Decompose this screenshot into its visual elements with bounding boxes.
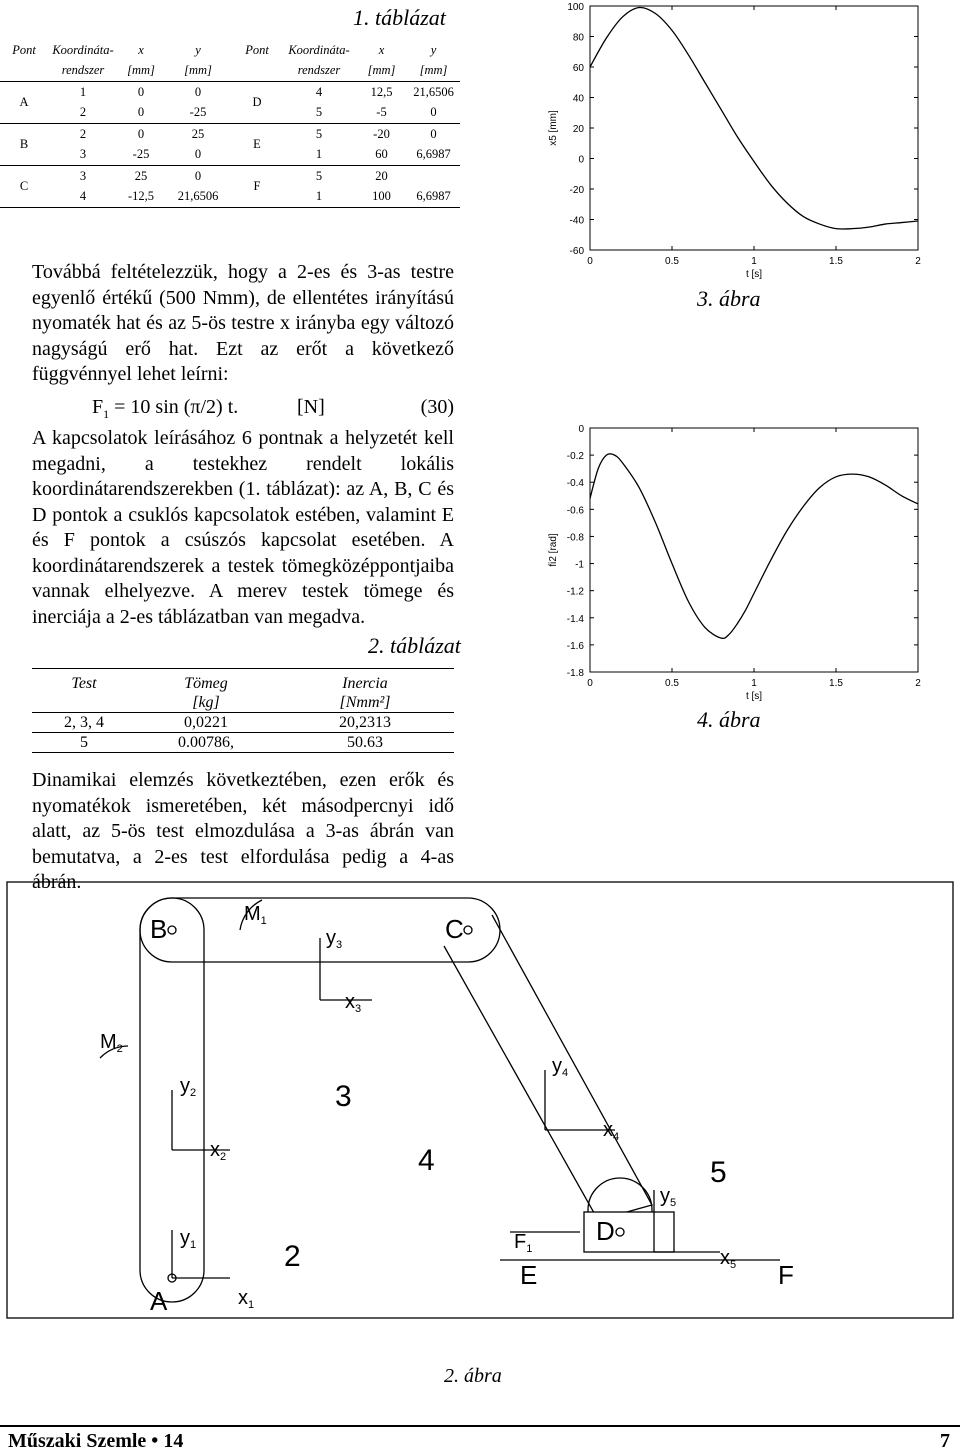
label-m1: $M_1$ (244, 903, 267, 927)
th-test: Test (71, 675, 97, 692)
y-tick-label: -40 (569, 215, 584, 227)
cell: 2, 3, 4 (64, 714, 104, 731)
label-y4: $y_4$ (552, 1055, 569, 1079)
point-b: B (0, 124, 48, 166)
plot-frame (590, 428, 918, 672)
table2-caption: 2. táblázat (368, 633, 461, 658)
th-rendszer-2: rendszer (297, 63, 341, 78)
cell: 12,5 (370, 84, 393, 99)
label-2: 2 (284, 1240, 301, 1273)
cell: 3 (79, 147, 87, 162)
table1-head-row (0, 40, 460, 61)
cell: 5 (315, 126, 323, 141)
cell: -25 (189, 105, 207, 120)
point-a: A (0, 82, 48, 124)
cell: 0 (137, 84, 145, 99)
label-x5: $x_5$ (720, 1247, 737, 1271)
cell: 21,6506 (177, 189, 219, 204)
x-tick-label: 0 (587, 256, 593, 267)
table2-units (32, 693, 454, 713)
y-tick-label: 40 (572, 93, 584, 105)
equation (32, 396, 454, 422)
cell: 2 (79, 105, 87, 120)
label-c: C (445, 914, 464, 944)
x-tick-label: 1 (751, 256, 757, 267)
th-inercia: Inercia (342, 675, 388, 692)
cell: 0 (137, 126, 145, 141)
label-e: E (520, 1260, 538, 1290)
th-tomeg: Tömeg (184, 675, 228, 692)
table2 (32, 668, 454, 753)
equation-lhs: F (92, 396, 104, 418)
label-f1: $F_1$ (514, 1231, 533, 1255)
x-axis-label: t [s] (745, 691, 763, 702)
footer-rule (0, 1425, 960, 1427)
equation-number: (30) (420, 396, 454, 418)
y-tick-label: 100 (567, 2, 584, 13)
table-row (0, 82, 460, 103)
label-d: D (596, 1216, 615, 1246)
cell: 25 (191, 126, 205, 141)
y-axis-label: x5 [mm] (548, 110, 559, 146)
equation-body (92, 396, 238, 422)
x-tick-label: 0.5 (665, 678, 679, 689)
cell: 5 (80, 734, 88, 751)
table-row (32, 713, 454, 733)
cell: -25 (132, 147, 150, 162)
th-y: y (195, 42, 201, 57)
label-y2: $y_2$ (180, 1075, 197, 1099)
series-line (590, 454, 918, 639)
x-tick-label: 1.5 (829, 678, 843, 689)
table1 (0, 40, 460, 208)
th-koord: Koordináta- (52, 42, 114, 57)
y-tick-label: 60 (572, 63, 584, 74)
label-y5: $y_5$ (660, 1185, 677, 1209)
fig4-caption: 4. ábra (697, 707, 761, 732)
table1-head-row-2 (0, 61, 460, 82)
label-y1: $y_1$ (180, 1227, 197, 1251)
cell: 6,6987 (416, 147, 451, 162)
joint-c (464, 926, 472, 934)
label-5: 5 (710, 1156, 727, 1189)
y-tick-label: 80 (572, 32, 584, 44)
diagram-frame (7, 882, 953, 1318)
cell: 0,0221 (184, 714, 228, 731)
fig2-caption: 2. ábra (444, 1365, 502, 1387)
equation-unit: [N] (297, 396, 325, 418)
table-row (0, 145, 460, 166)
table-row (0, 124, 460, 145)
y-tick-label: 0 (578, 154, 584, 166)
th-pont: Pont (12, 42, 36, 57)
y-tick-label: -0.8 (566, 532, 584, 544)
footer-journal: Műszaki Szemle • 14 (8, 1430, 184, 1452)
y-tick-label: -1.6 (566, 640, 584, 652)
equation-rhs: = 10 sin (π/2) t. (109, 396, 239, 418)
cell: 0 (194, 147, 202, 162)
y-tick-label: -1.2 (566, 586, 584, 598)
th-y-2: y (430, 42, 437, 57)
fig3-caption: 3. ábra (697, 286, 761, 311)
cell: 0.00786, (178, 734, 234, 751)
point-c: C (0, 166, 48, 208)
table2-head (32, 669, 454, 694)
point-d: D (232, 82, 282, 124)
th-mm-y: [mm] (184, 63, 212, 78)
y-tick-label: -1.8 (566, 668, 584, 679)
chart-x5-displacement (528, 0, 960, 290)
cell: 0 (430, 126, 437, 141)
th-mm-x: [mm] (127, 63, 155, 78)
plot-frame (590, 6, 918, 250)
x-tick-label: 1.5 (829, 256, 843, 267)
label-m2: $M_2$ (100, 1031, 123, 1055)
y-tick-label: -0.2 (566, 451, 584, 463)
joint-b (168, 926, 176, 934)
table-row (0, 166, 460, 187)
x-tick-label: 0.5 (665, 256, 679, 267)
cell: 0 (194, 168, 202, 183)
label-b: B (150, 914, 168, 944)
cell: 6,6987 (416, 189, 451, 204)
y-tick-label: 20 (572, 124, 584, 135)
y-tick-label: -1.4 (566, 613, 584, 625)
y-tick-label: -0.6 (566, 505, 584, 517)
unit-kg: [kg] (192, 694, 220, 711)
th-mm-x-2: [mm] (367, 63, 396, 78)
cell: 3 (79, 168, 87, 183)
cell: 21,6506 (413, 84, 454, 99)
label-4: 4 (418, 1144, 435, 1177)
y-tick-label: -0.4 (566, 478, 584, 490)
th-koord-2: Koordináta- (288, 42, 350, 57)
label-f: F (778, 1260, 794, 1290)
cell: 4 (79, 189, 87, 204)
cell: 50.63 (347, 734, 383, 751)
point-e: E (232, 124, 282, 166)
paragraph-3: Dinamikai elemzés következtében, ezen erők és nyomatékok ismeretében, két másodpercnyi idő alatt, az 5-ös test elmozdulása a 3-as ábrán van bemutatva, a 2-es test elfordulása pedig a 4-as ábrán. (32, 769, 454, 893)
paragraph-1: Továbbá feltételezzük, hogy a 2-es és 3-as testre egyenlő értékű (500 Nmm), de ellentétes irányítású nyomaték hat és az 5-ös testre x irányba egy változó nagyságú erő hat. Ezt az erőt a következő függvénnyel lehet leírni: (32, 261, 454, 385)
x-tick-label: 1 (751, 678, 757, 689)
chart-fi2-rotation (528, 410, 960, 710)
table1-caption: 1. táblázat (353, 5, 446, 30)
series-line (590, 7, 918, 229)
footer-page-number: 7 (940, 1430, 950, 1452)
cell: -20 (373, 126, 390, 141)
cell (407, 166, 460, 187)
y-tick-label: -20 (569, 185, 584, 196)
point-f: F (232, 166, 282, 208)
y-axis-label: fi2 [rad] (548, 533, 559, 567)
th-mm-y-2: [mm] (419, 63, 448, 78)
th-pont-2: Pont (245, 42, 269, 57)
cell: 0 (194, 84, 202, 99)
cell: 20 (375, 168, 388, 183)
cell: 100 (372, 189, 391, 204)
x-tick-label: 2 (915, 256, 921, 267)
cell: -5 (376, 105, 387, 120)
y-tick-label: -60 (569, 246, 584, 257)
th-x-2: x (378, 42, 385, 57)
label-x2: $x_2$ (210, 1139, 227, 1163)
label-x1: $x_1$ (238, 1287, 255, 1311)
paragraph-2: A kapcsolatok leírásához 6 pontnak a helyzetét kell megadni, a testekhez rendelt lokális koordinátarendszerekben (1. táblázat): az A, B, C és D pontok a csuklós kapcsolatok estében, valamint E és F pontok a csúszós kapcsolat esetében. A koordinátarendszerek a testek tömegközéppontjaiba vannak elhelyezve. A merev testek tömege és inerciája a 2-es táblázatban van megadva. (32, 427, 454, 628)
label-x4: $x_4$ (603, 1119, 620, 1143)
x-axis-label: t [s] (745, 269, 763, 280)
cell: 2 (79, 126, 87, 141)
y-tick-label: -1 (575, 559, 584, 571)
y-tick-label: 0 (578, 424, 584, 435)
table-row (0, 187, 460, 208)
th-x: x (138, 42, 144, 57)
x-tick-label: 2 (915, 678, 921, 689)
cell: 5 (315, 105, 323, 120)
cell: 0 (430, 105, 437, 120)
cell: 5 (315, 168, 323, 183)
th-rendszer: rendszer (61, 63, 105, 78)
label-a: A (150, 1286, 168, 1316)
cell: 25 (134, 168, 148, 183)
unit-nmm2: [Nmm²] (339, 694, 391, 711)
cell: 20,2313 (339, 714, 391, 731)
cell: 4 (315, 84, 323, 99)
cell: 0 (137, 105, 145, 120)
cell: 1 (79, 84, 87, 99)
table-row (32, 733, 454, 753)
label-x3: $x_3$ (345, 991, 362, 1015)
cell: 1 (315, 147, 323, 162)
mechanism-diagram (0, 860, 960, 1330)
cell: 1 (315, 189, 323, 204)
equation-sub: 1 (103, 407, 110, 421)
cell: 60 (375, 147, 388, 162)
cell: -12,5 (127, 189, 155, 204)
label-y3: $y_3$ (326, 927, 343, 951)
x-tick-label: 0 (587, 678, 593, 689)
table-row (0, 103, 460, 124)
label-3: 3 (335, 1080, 352, 1113)
